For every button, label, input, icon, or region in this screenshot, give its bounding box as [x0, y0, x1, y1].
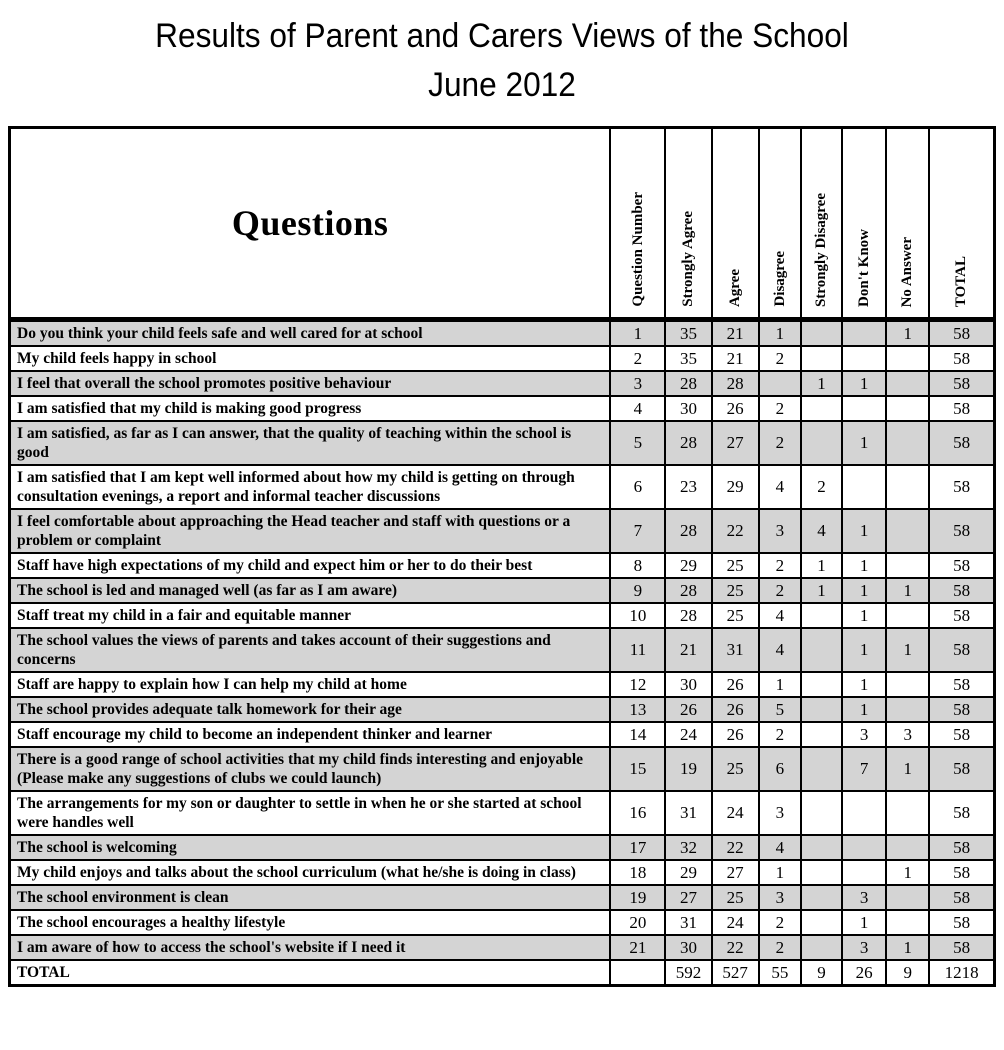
value-cell: 30: [665, 396, 711, 421]
table-row: [10, 465, 995, 509]
value-cell: 8: [610, 553, 665, 578]
table-row: [10, 935, 995, 960]
value-cell: 29: [665, 860, 711, 885]
value-cell: [801, 860, 842, 885]
value-cell: 5: [759, 697, 801, 722]
value-cell: [842, 860, 886, 885]
question-cell: I am aware of how to access the school's website if I need it: [10, 935, 611, 960]
value-cell: 5: [610, 421, 665, 465]
value-cell: 22: [712, 835, 759, 860]
col-header-dont-know: [842, 128, 886, 320]
total-row: [10, 960, 995, 986]
value-cell: 1: [842, 578, 886, 603]
value-cell: 1: [759, 672, 801, 697]
col-header-no-answer: [886, 128, 929, 320]
question-cell: The school provides adequate talk homework for their age: [10, 697, 611, 722]
value-cell: 19: [610, 885, 665, 910]
question-cell: Staff encourage my child to become an independent thinker and learner: [10, 722, 611, 747]
table-row: [10, 396, 995, 421]
value-cell: [801, 747, 842, 791]
value-cell: 1: [842, 628, 886, 672]
value-cell: [886, 603, 929, 628]
value-cell: 58: [929, 885, 994, 910]
value-cell: [801, 603, 842, 628]
value-cell: 1: [886, 747, 929, 791]
question-cell: The school is welcoming: [10, 835, 611, 860]
value-cell: 1: [842, 509, 886, 553]
value-cell: 3: [842, 935, 886, 960]
question-cell: The school encourages a healthy lifestyle: [10, 910, 611, 935]
value-cell: 4: [759, 603, 801, 628]
value-cell: 58: [929, 396, 994, 421]
value-cell: [801, 421, 842, 465]
table-row: [10, 603, 995, 628]
value-cell: 22: [712, 935, 759, 960]
value-cell: 58: [929, 421, 994, 465]
value-cell: 58: [929, 465, 994, 509]
value-cell: 29: [712, 465, 759, 509]
value-cell: 58: [929, 910, 994, 935]
value-cell: 55: [759, 960, 801, 986]
value-cell: 4: [801, 509, 842, 553]
value-cell: 24: [712, 791, 759, 835]
col-header-strongly-agree-label: Strongly Agree: [680, 211, 697, 307]
question-cell: I am satisfied that I am kept well informed about how my child is getting on through consultation evenings, a report and informal teacher discussions: [10, 465, 611, 509]
value-cell: 58: [929, 860, 994, 885]
value-cell: 25: [712, 885, 759, 910]
value-cell: 9: [886, 960, 929, 986]
table-row: [10, 578, 995, 603]
value-cell: 11: [610, 628, 665, 672]
value-cell: [801, 628, 842, 672]
table-row: [10, 722, 995, 747]
value-cell: 1: [759, 860, 801, 885]
value-cell: 28: [665, 603, 711, 628]
question-cell: There is a good range of school activities that my child finds interesting and enjoyable (Please make any suggestions of clubs we could launch): [10, 747, 611, 791]
value-cell: 58: [929, 628, 994, 672]
value-cell: 28: [665, 509, 711, 553]
value-cell: 2: [759, 910, 801, 935]
table-row: [10, 860, 995, 885]
value-cell: 2: [759, 421, 801, 465]
value-cell: [842, 791, 886, 835]
value-cell: [801, 910, 842, 935]
value-cell: 16: [610, 791, 665, 835]
value-cell: [886, 791, 929, 835]
question-cell: The arrangements for my son or daughter to settle in when he or she started at school were handles well: [10, 791, 611, 835]
value-cell: 2: [759, 722, 801, 747]
value-cell: 3: [610, 371, 665, 396]
value-cell: [886, 509, 929, 553]
value-cell: 58: [929, 346, 994, 371]
col-header-question-number: [610, 128, 665, 320]
value-cell: 26: [712, 396, 759, 421]
value-cell: [886, 835, 929, 860]
value-cell: 58: [929, 935, 994, 960]
value-cell: 28: [665, 578, 711, 603]
value-cell: 2: [801, 465, 842, 509]
value-cell: 26: [712, 697, 759, 722]
value-cell: 9: [610, 578, 665, 603]
value-cell: 35: [665, 320, 711, 347]
col-header-strongly-agree: [665, 128, 711, 320]
question-cell: The school environment is clean: [10, 885, 611, 910]
value-cell: 3: [759, 509, 801, 553]
value-cell: 58: [929, 320, 994, 347]
value-cell: 58: [929, 371, 994, 396]
value-cell: 3: [842, 722, 886, 747]
question-cell: My child feels happy in school: [10, 346, 611, 371]
value-cell: 1: [842, 910, 886, 935]
value-cell: [801, 885, 842, 910]
value-cell: [842, 465, 886, 509]
table-row: [10, 509, 995, 553]
value-cell: 1: [610, 320, 665, 347]
value-cell: 6: [759, 747, 801, 791]
value-cell: 1: [886, 935, 929, 960]
table-row: [10, 835, 995, 860]
value-cell: 25: [712, 603, 759, 628]
value-cell: 14: [610, 722, 665, 747]
value-cell: [610, 960, 665, 986]
value-cell: 4: [759, 835, 801, 860]
value-cell: 21: [665, 628, 711, 672]
title-line-1: Results of Parent and Carers Views of the School: [155, 17, 849, 55]
value-cell: [801, 791, 842, 835]
question-cell: I feel that overall the school promotes positive behaviour: [10, 371, 611, 396]
value-cell: [842, 396, 886, 421]
value-cell: [886, 346, 929, 371]
value-cell: 58: [929, 697, 994, 722]
value-cell: 58: [929, 578, 994, 603]
col-header-agree-label: Agree: [726, 268, 743, 307]
value-cell: 31: [712, 628, 759, 672]
value-cell: [801, 396, 842, 421]
value-cell: 28: [665, 371, 711, 396]
value-cell: 3: [759, 885, 801, 910]
value-cell: [801, 835, 842, 860]
value-cell: 10: [610, 603, 665, 628]
value-cell: [886, 910, 929, 935]
table-row: [10, 672, 995, 697]
value-cell: [842, 346, 886, 371]
value-cell: 27: [712, 421, 759, 465]
question-cell: My child enjoys and talks about the school curriculum (what he/she is doing in class): [10, 860, 611, 885]
value-cell: 527: [712, 960, 759, 986]
value-cell: 29: [665, 553, 711, 578]
value-cell: 35: [665, 346, 711, 371]
value-cell: [886, 885, 929, 910]
value-cell: 26: [712, 722, 759, 747]
value-cell: [886, 421, 929, 465]
value-cell: 24: [712, 910, 759, 935]
table-row: [10, 885, 995, 910]
value-cell: 17: [610, 835, 665, 860]
value-cell: [801, 346, 842, 371]
value-cell: 25: [712, 747, 759, 791]
value-cell: 2: [610, 346, 665, 371]
table-row: [10, 320, 995, 347]
table-row: [10, 747, 995, 791]
value-cell: 27: [712, 860, 759, 885]
value-cell: 2: [759, 578, 801, 603]
value-cell: 15: [610, 747, 665, 791]
value-cell: 58: [929, 791, 994, 835]
question-cell: Staff are happy to explain how I can help my child at home: [10, 672, 611, 697]
value-cell: 592: [665, 960, 711, 986]
value-cell: 21: [712, 346, 759, 371]
value-cell: [801, 697, 842, 722]
value-cell: 30: [665, 935, 711, 960]
question-cell: I am satisfied, as far as I can answer, that the quality of teaching within the school is good: [10, 421, 611, 465]
value-cell: 1: [759, 320, 801, 347]
value-cell: 4: [759, 465, 801, 509]
question-cell: The school is led and managed well (as far as I am aware): [10, 578, 611, 603]
value-cell: 1: [886, 320, 929, 347]
total-label-cell: TOTAL: [10, 960, 611, 986]
value-cell: [801, 722, 842, 747]
value-cell: [886, 396, 929, 421]
value-cell: [842, 835, 886, 860]
value-cell: 24: [665, 722, 711, 747]
value-cell: 2: [759, 396, 801, 421]
value-cell: 2: [759, 553, 801, 578]
question-cell: Staff have high expectations of my child and expect him or her to do their best: [10, 553, 611, 578]
col-header-dont-know-label: Don't Know: [855, 229, 872, 307]
value-cell: 26: [665, 697, 711, 722]
value-cell: 1: [886, 860, 929, 885]
value-cell: 1: [886, 578, 929, 603]
value-cell: [759, 371, 801, 396]
value-cell: 31: [665, 910, 711, 935]
value-cell: 1: [801, 553, 842, 578]
table-row: [10, 553, 995, 578]
value-cell: [801, 935, 842, 960]
value-cell: [886, 371, 929, 396]
value-cell: 9: [801, 960, 842, 986]
question-cell: Staff treat my child in a fair and equitable manner: [10, 603, 611, 628]
col-header-disagree: [759, 128, 801, 320]
value-cell: 3: [886, 722, 929, 747]
header-row: [10, 128, 995, 320]
value-cell: 28: [712, 371, 759, 396]
table-row: [10, 697, 995, 722]
value-cell: 1218: [929, 960, 994, 986]
value-cell: 22: [712, 509, 759, 553]
questions-header: Questions: [10, 128, 611, 320]
table-row: [10, 421, 995, 465]
value-cell: 25: [712, 578, 759, 603]
col-header-disagree-label: Disagree: [771, 251, 788, 307]
col-header-total-label: TOTAL: [953, 255, 970, 307]
value-cell: 58: [929, 835, 994, 860]
value-cell: 26: [842, 960, 886, 986]
value-cell: 58: [929, 603, 994, 628]
col-header-strongly-disagree-label: Strongly Disagree: [813, 192, 830, 307]
value-cell: 58: [929, 509, 994, 553]
value-cell: 4: [610, 396, 665, 421]
value-cell: 1: [886, 628, 929, 672]
value-cell: 12: [610, 672, 665, 697]
value-cell: 1: [842, 553, 886, 578]
value-cell: 7: [610, 509, 665, 553]
value-cell: [842, 320, 886, 347]
value-cell: 3: [842, 885, 886, 910]
value-cell: 32: [665, 835, 711, 860]
value-cell: [801, 320, 842, 347]
value-cell: [886, 553, 929, 578]
value-cell: 20: [610, 910, 665, 935]
value-cell: 26: [712, 672, 759, 697]
value-cell: 4: [759, 628, 801, 672]
results-table: [8, 126, 996, 987]
value-cell: 6: [610, 465, 665, 509]
value-cell: 58: [929, 722, 994, 747]
value-cell: 58: [929, 672, 994, 697]
value-cell: 1: [842, 672, 886, 697]
value-cell: 1: [842, 421, 886, 465]
value-cell: 1: [842, 371, 886, 396]
value-cell: [886, 697, 929, 722]
col-header-strongly-disagree: [801, 128, 842, 320]
value-cell: 25: [712, 553, 759, 578]
value-cell: 3: [759, 791, 801, 835]
col-header-question-number-label: Question Number: [629, 192, 646, 307]
value-cell: [801, 672, 842, 697]
value-cell: 13: [610, 697, 665, 722]
col-header-total: [929, 128, 994, 320]
value-cell: 7: [842, 747, 886, 791]
question-cell: The school values the views of parents and takes account of their suggestions and concerns: [10, 628, 611, 672]
table-row: [10, 791, 995, 835]
table-row: [10, 346, 995, 371]
value-cell: 30: [665, 672, 711, 697]
value-cell: 28: [665, 421, 711, 465]
value-cell: [886, 672, 929, 697]
col-header-agree: [712, 128, 759, 320]
value-cell: 1: [801, 578, 842, 603]
question-cell: I feel comfortable about approaching the Head teacher and staff with questions or a problem or complaint: [10, 509, 611, 553]
table-row: [10, 371, 995, 396]
question-cell: Do you think your child feels safe and well cared for at school: [10, 320, 611, 347]
value-cell: 18: [610, 860, 665, 885]
value-cell: 58: [929, 553, 994, 578]
table-row: [10, 628, 995, 672]
value-cell: 21: [610, 935, 665, 960]
value-cell: 21: [712, 320, 759, 347]
document-title: [0, 0, 1004, 110]
value-cell: 58: [929, 747, 994, 791]
value-cell: 19: [665, 747, 711, 791]
table-row: [10, 910, 995, 935]
value-cell: 1: [842, 603, 886, 628]
value-cell: 2: [759, 935, 801, 960]
value-cell: 23: [665, 465, 711, 509]
question-cell: I am satisfied that my child is making good progress: [10, 396, 611, 421]
title-line-2: June 2012: [428, 66, 576, 104]
value-cell: 2: [759, 346, 801, 371]
value-cell: 27: [665, 885, 711, 910]
value-cell: 31: [665, 791, 711, 835]
value-cell: [886, 465, 929, 509]
value-cell: 1: [801, 371, 842, 396]
col-header-no-answer-label: No Answer: [899, 236, 916, 307]
value-cell: 1: [842, 697, 886, 722]
